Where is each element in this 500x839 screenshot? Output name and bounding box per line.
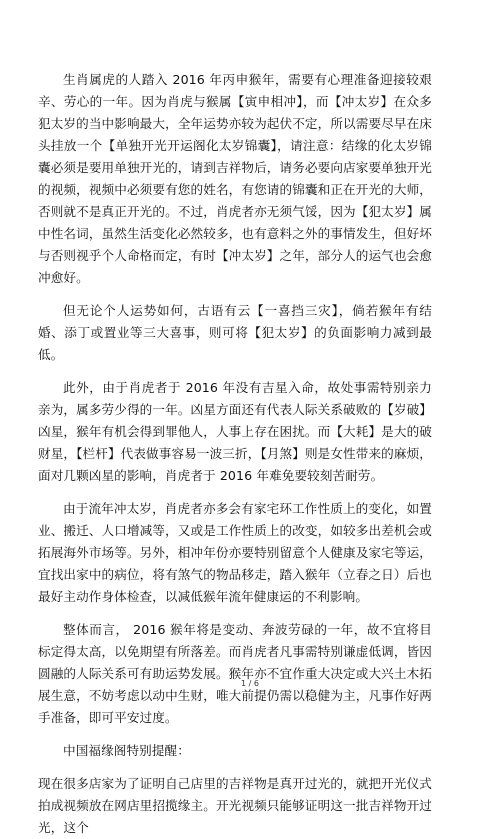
paragraph-3: 此外，由于肖虎者于 2016 年没有吉星入命，故处事需特别亲力亲为，属多劳少得的一年。凶星方面还有代表人际关系破败的【岁破】凶星，猴年有机会得到罪他人，人事上存在困扰。而【大耗】是大的破财星，【栏杆】代表做事容易一波三折，【月煞】则是女性带来的麻烦，面对几颗凶星的影响，肖虎者于 2016 年难免要较刻苦耐劳。 [38,380,432,483]
paragraph-1: 生肖属虎的人踏入 2016 年丙申猴年，需要有心理准备迎接较艰辛、劳心的一年。因为肖虎与猴属【寅申相冲】，而【冲太岁】在众多犯太岁的当中影响最大，全年运势亦较为起伏不定，所以需要尽早在床头挂放一个【单独开光开运阁化太岁锦囊】，请注意：结缘的化太岁锦囊必须是要用单独开光的，请到吉祥物后，请务必要向店家要单独开光的视频，视频中必须要有您的姓名，有您请的锦囊和正在开光的大师，否则就不是真正开光的。不过，肖虎者亦无须气馁，因为【犯太岁】属中性名词，虽然生活变化必然较多，也有意料之外的事情发生，但好坏与否则视乎个人命格而定，有时【冲太岁】之年，部分人的运气也会愈冲愈好。 [38,72,432,285]
page-number: 1 / 6 [241,679,259,688]
document-body [38,69,432,839]
paragraph-7: 现在很多店家为了证明自己店里的吉祥物是真开过光的，就把开光仪式拍成视频放在网店里招揽缘主。开光视频只能够证明这一批吉祥物开过光，这个 [38,776,432,835]
paragraph-2: 但无论个人运势如何，古语有云【一喜挡三灾】，倘若猴年有结婚、添丁或置业等三大喜事，则可将【犯太岁】的负面影响力减到最低。 [38,303,432,362]
paragraph-4: 由于流年冲太岁，肖虎者亦多会有家宅环工作性质上的变化，如置业、搬迁、人口增减等，又或是工作性质上的改变，如较多出差机会或拓展海外市场等。另外，相冲年份亦要特别留意个人健康及家宅等运，宜找出家中的病位，将有煞气的物品移走，踏入猴年（立春之日）后也最好主动作身体检查，以减低猴年流年健康运的不利影响。 [38,501,432,604]
paragraph-5: 整体而言， 2016 猴年将是变动、奔波劳碌的一年，故不宜将目标定得太高，以免期望有所落差。而肖虎者凡事需特别谦虚低调，皆因圆融的人际关系可有助运势发展。猴年亦不宜作重大决定或大兴土木拓展生意，不妨考虑以动中生财，唯大前提仍需以稳健为主，凡事作好两手准备，即可平安过度。 [38,622,432,725]
paragraph-6: 中国福缘阁特别提醒： [63,743,190,758]
